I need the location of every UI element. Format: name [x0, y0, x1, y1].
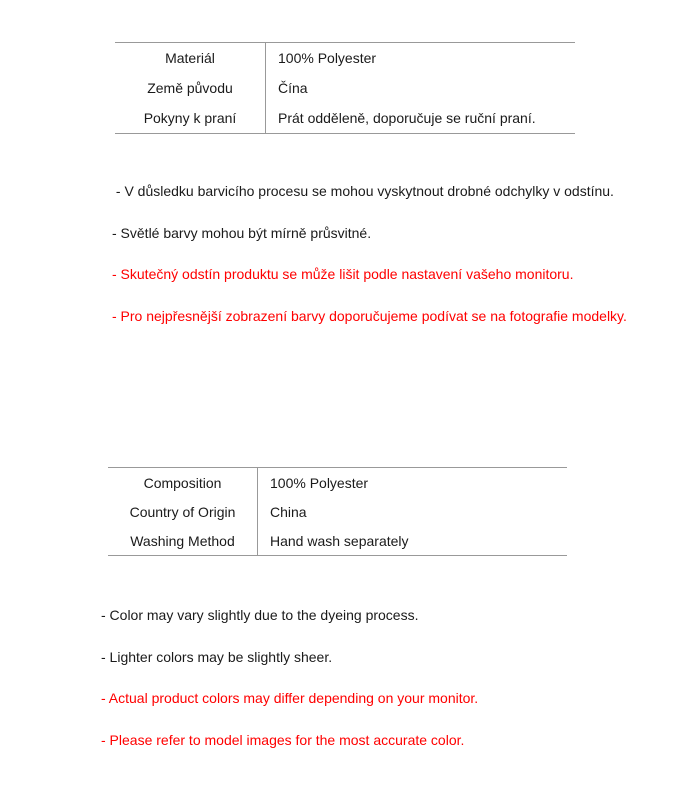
spec-value-washing-method: Hand wash separately	[270, 532, 409, 549]
table-row	[115, 73, 575, 103]
table-row	[108, 526, 567, 555]
note-en-monitor-warning: - Actual product colors may differ depending on your monitor.	[101, 690, 479, 706]
spec-label-origin: Country of Origin	[108, 497, 258, 526]
table-row	[115, 103, 575, 133]
spec-value-material: 100% Polyester	[278, 50, 377, 66]
note-en-sheer: - Lighter colors may be slightly sheer.	[101, 649, 333, 665]
spec-label-composition: Composition	[108, 468, 258, 497]
spec-table-czech	[115, 42, 575, 134]
note-en-dye-process: - Color may vary slightly due to the dyeing process.	[101, 607, 419, 623]
note-cz-dye-process: - V důsledku barvicího procesu se mohou vyskytnout drobné odchylky v odstínu.	[112, 183, 614, 199]
table-row	[108, 468, 567, 497]
note-cz-model-photos-warning: - Pro nejpřesnější zobrazení barvy doporučujeme podívat se na fotografie modelky.	[112, 308, 627, 324]
spec-table-english	[108, 467, 567, 556]
table-row	[115, 43, 575, 73]
spec-value-composition: 100% Polyester	[270, 474, 369, 491]
spec-value-origin: China	[270, 503, 307, 520]
spec-label-washing-method: Washing Method	[108, 526, 258, 555]
spec-label-material: Materiál	[115, 43, 266, 73]
note-cz-sheer: - Světlé barvy mohou být mírně průsvitné.	[112, 225, 372, 241]
note-en-model-images-warning: - Please refer to model images for the most accurate color.	[101, 732, 465, 748]
spec-value-country: Čína	[278, 80, 308, 96]
table-row	[108, 497, 567, 526]
spec-label-country: Země původu	[115, 73, 266, 103]
note-cz-monitor-warning: - Skutečný odstín produktu se může lišit podle nastavení vašeho monitoru.	[112, 266, 574, 282]
spec-label-washing: Pokyny k praní	[115, 103, 266, 133]
spec-value-washing: Prát odděleně, doporučuje se ruční praní.	[278, 110, 536, 126]
